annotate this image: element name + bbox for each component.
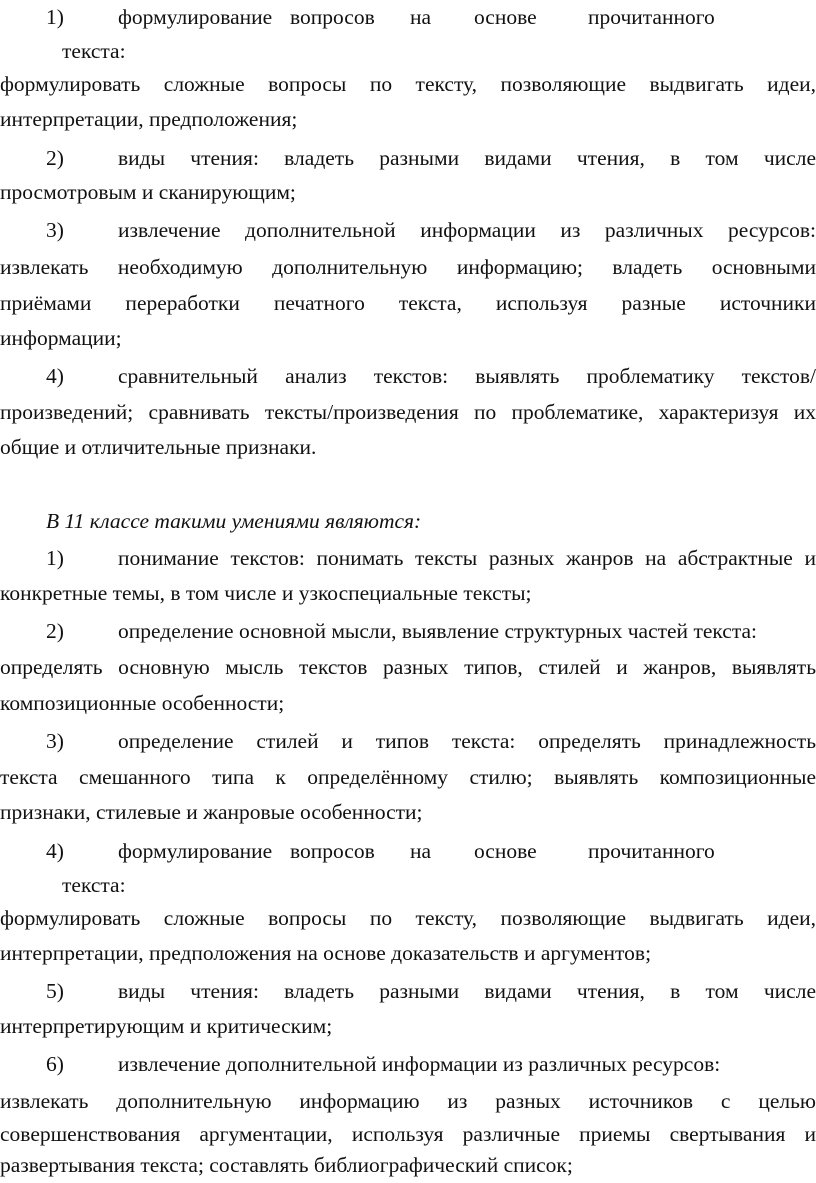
item-text: определение основной мысли, выявление структурных частей текста:: [118, 619, 758, 643]
item-word: вопросов: [290, 5, 375, 29]
text-line: извлекать дополнительную информацию из разных источников с целью: [0, 1089, 816, 1113]
item-number: 3): [46, 218, 64, 242]
item-word: прочитанного: [588, 839, 715, 863]
text-line: конкретные темы, в том числе и узкоспециальные тексты;: [0, 581, 532, 605]
text-line: просмотровым и сканирующим;: [0, 180, 296, 204]
item-word: на: [410, 5, 432, 29]
item-word: формулирование: [118, 839, 273, 863]
text-line: формулировать сложные вопросы по тексту, позволяющие выдвигать идеи,: [0, 906, 816, 930]
item-word: формулирование: [118, 5, 273, 29]
text-line: развертывания текста; составлять библиографический список;: [0, 1153, 573, 1177]
item-number: 3): [46, 729, 64, 753]
text-line: интерпретации, предположения;: [0, 107, 298, 131]
text-line: композиционные особенности;: [0, 691, 285, 715]
text-line: признаки, стилевые и жанровые особенности;: [0, 800, 423, 824]
item-word: вопросов: [290, 839, 375, 863]
text-line: информации;: [0, 326, 122, 350]
item-word: основе: [474, 839, 537, 863]
text-line: формулировать сложные вопросы по тексту, позволяющие выдвигать идеи,: [0, 72, 816, 96]
text-line: текста смешанного типа к определённому стилю; выявлять композиционные: [0, 765, 816, 789]
text-line: извлекать необходимую дополнительную информацию; владеть основными: [0, 255, 816, 279]
item-number: 5): [46, 979, 64, 1003]
item-word: основе: [474, 5, 537, 29]
item-number: 1): [46, 546, 64, 570]
item-text: извлечение дополнительной информации из различных ресурсов:: [118, 1052, 721, 1076]
item-word: прочитанного: [588, 5, 715, 29]
item-number: 4): [46, 364, 64, 388]
text-line: совершенствования аргументации, используя различные приемы свертывания и: [0, 1122, 816, 1146]
item-text: определение стилей и типов текста: определять принадлежность: [118, 729, 816, 753]
item-text: виды чтения: владеть разными видами чтения, в том числе: [118, 146, 816, 170]
item-number: 6): [46, 1052, 64, 1076]
item-text: извлечение дополнительной информации из различных ресурсов:: [118, 218, 816, 242]
text-line: определять основную мысль текстов разных типов, стилей и жанров, выявлять: [0, 655, 816, 679]
item-text: понимание текстов: понимать тексты разных жанров на абстрактные и: [118, 546, 816, 570]
section-heading: В 11 классе такими умениями являются:: [46, 509, 422, 533]
text-line: интерпретации, предположения на основе доказательств и аргументов;: [0, 941, 652, 965]
text-line: интерпретирующим и критическим;: [0, 1014, 333, 1038]
text-line: текста:: [62, 873, 126, 897]
item-number: 2): [46, 146, 64, 170]
text-line: произведений; сравнивать тексты/произведения по проблематике, характеризуя их: [0, 400, 816, 424]
item-word: на: [410, 839, 432, 863]
item-number: 4): [46, 839, 64, 863]
text-line: приёмами переработки печатного текста, используя разные источники: [0, 291, 816, 315]
item-number: 1): [46, 5, 64, 29]
text-line: общие и отличительные признаки.: [0, 435, 317, 459]
item-text: сравнительный анализ текстов: выявлять проблематику текстов/: [118, 364, 816, 388]
item-number: 2): [46, 619, 64, 643]
text-line: текста:: [62, 39, 126, 63]
item-text: виды чтения: владеть разными видами чтения, в том числе: [118, 979, 816, 1003]
